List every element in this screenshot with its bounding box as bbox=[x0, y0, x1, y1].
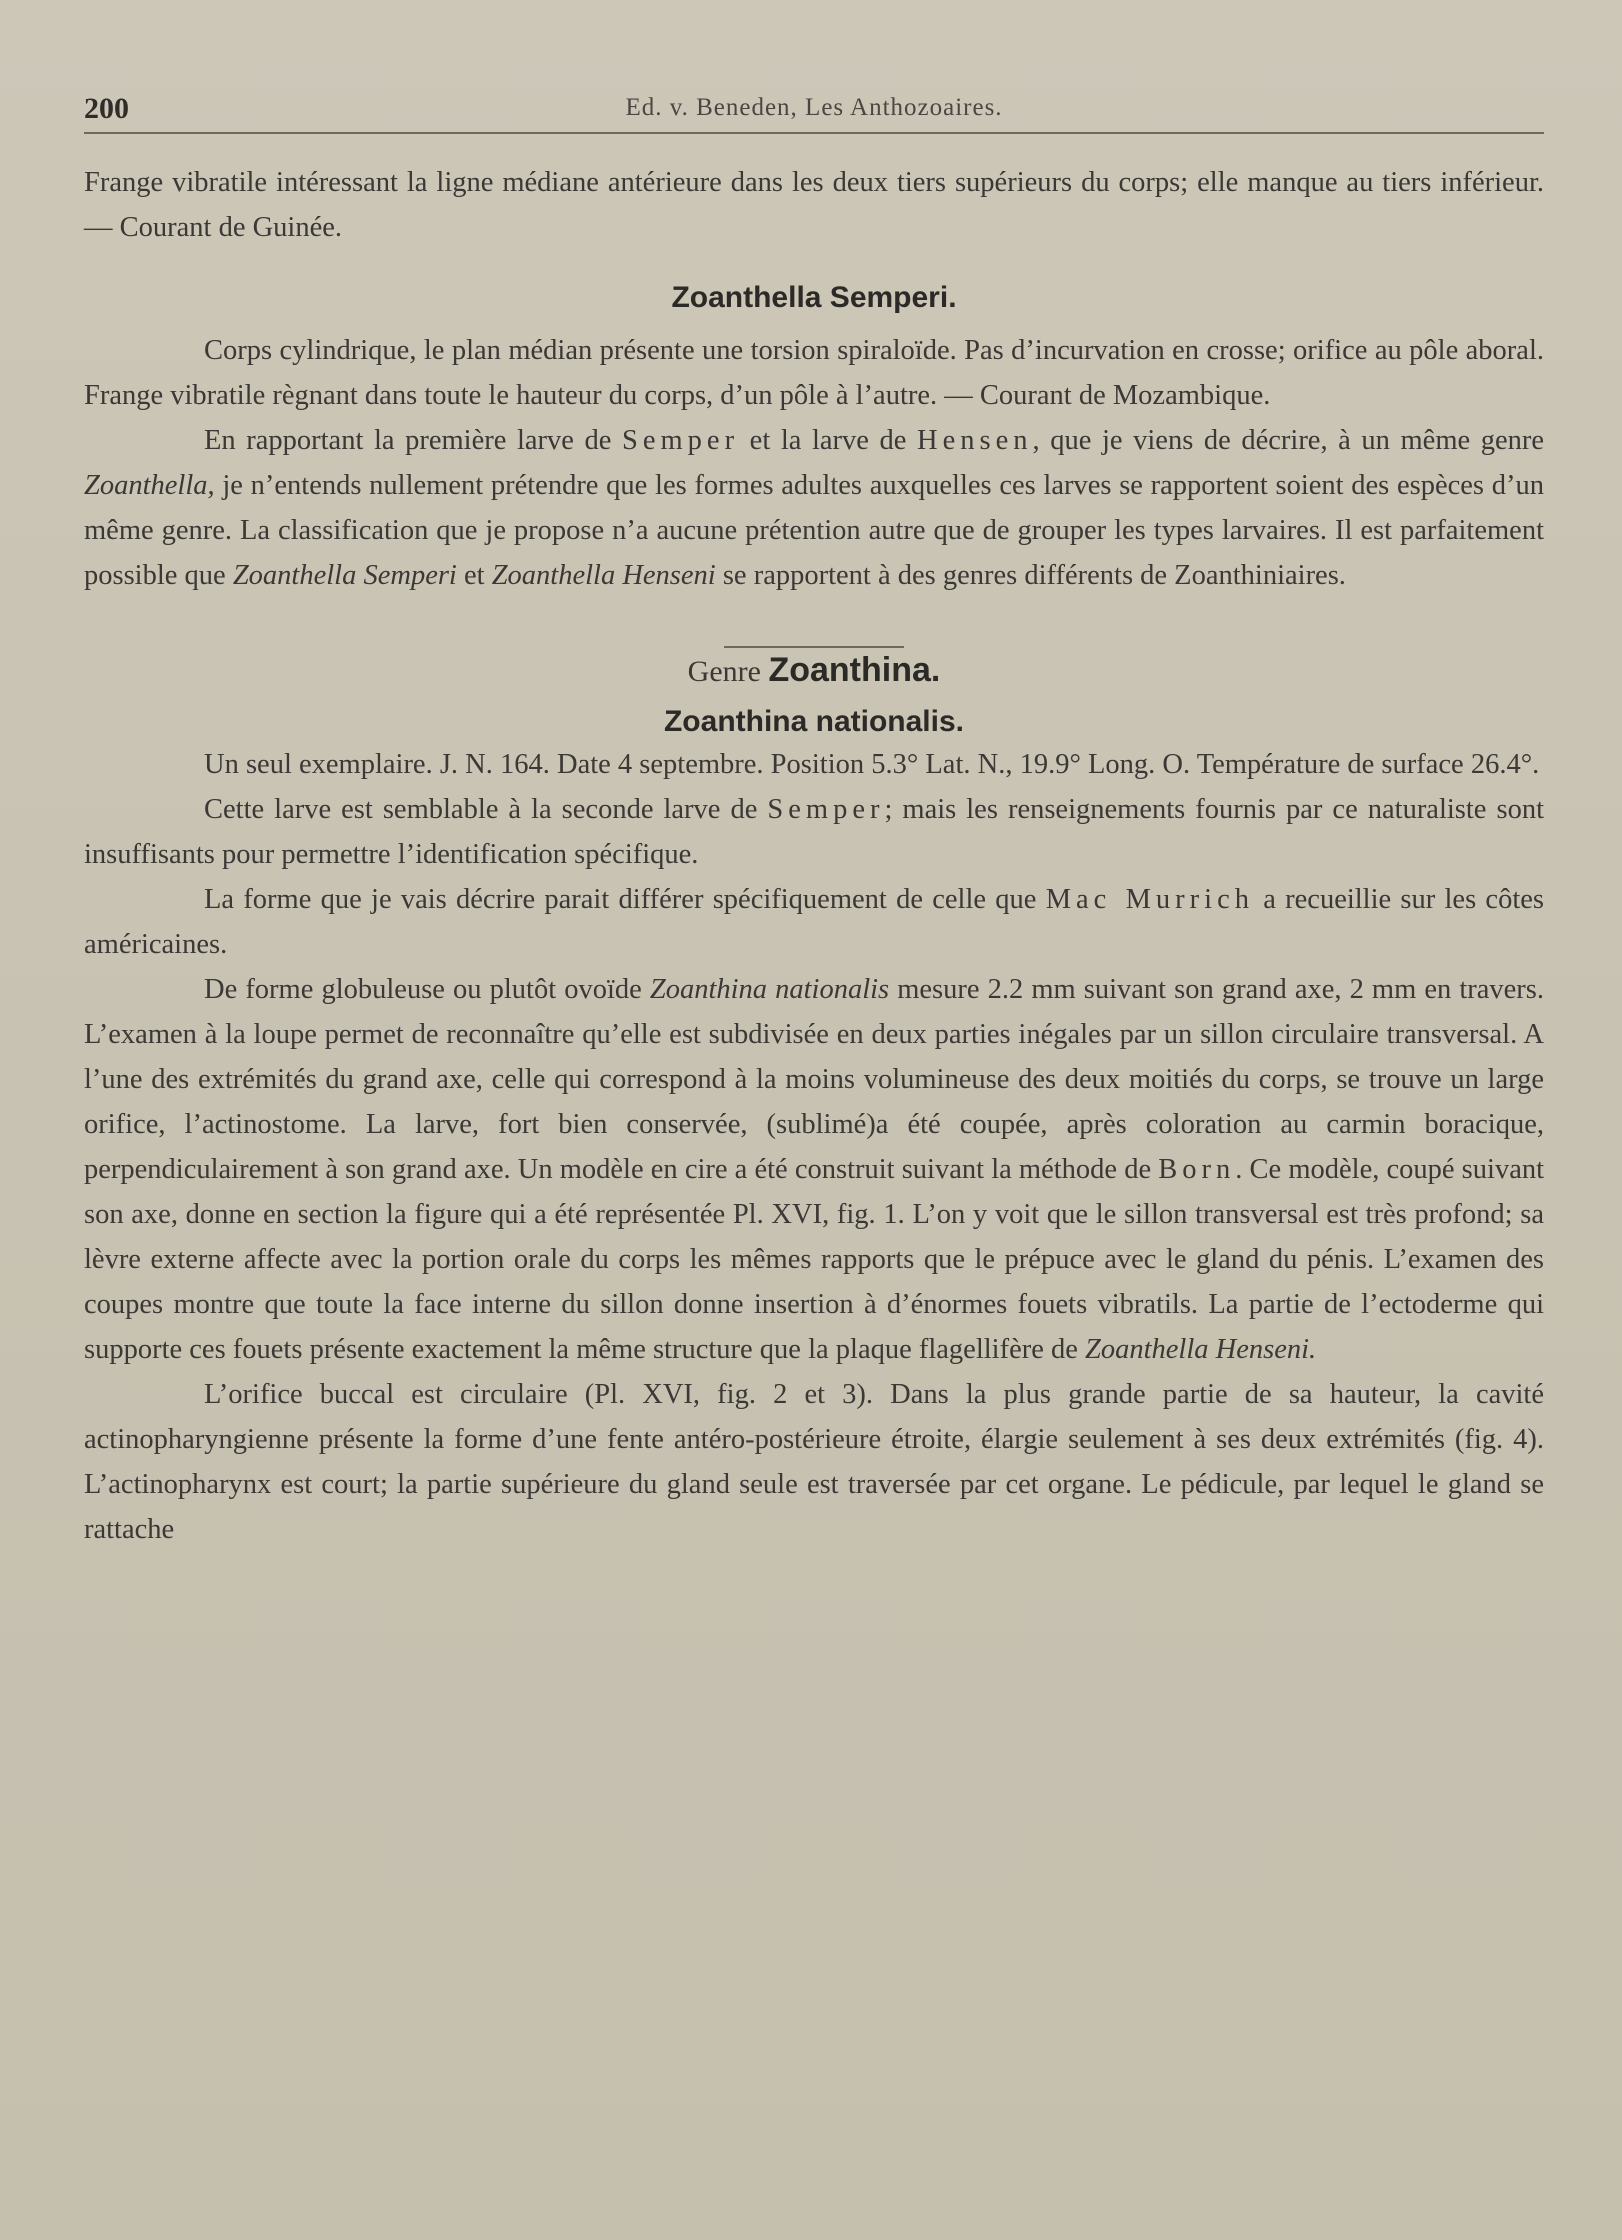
paragraph-semper-comparison: Cette larve est semblable à la seconde larve de Semper; mais les renseignements fournis par ce naturaliste sont insuffisants pour permettre l’identification spécifique. bbox=[84, 794, 1544, 870]
author-name-semper: Semper bbox=[767, 794, 885, 825]
author-name-hensen: Hensen bbox=[917, 425, 1033, 456]
taxon-name: Zoanthella Henseni. bbox=[1085, 1334, 1317, 1365]
genus-label: Genre bbox=[687, 655, 761, 688]
paragraph-specimen-record: Un seul exemplaire. J. N. 164. Date 4 septembre. Position 5.3° Lat. N., 19.9° Long. O. Température de surface 26.4°. bbox=[204, 749, 1540, 780]
species-heading-zoanthella-semperi: Zoanthella Semperi. bbox=[671, 281, 957, 314]
author-name-mac-murrich: Mac Murrich bbox=[1045, 884, 1254, 915]
paragraph-continuation: Frange vibratile intéressant la ligne médiane antérieure dans les deux tiers supérieurs du corps; elle manque au tiers inférieur. — Courant de Guinée. bbox=[84, 167, 1544, 243]
species-heading-zoanthina-nationalis: Zoanthina nationalis. bbox=[663, 705, 964, 738]
page-header bbox=[84, 92, 1544, 134]
paragraph-mac-murrich-comparison: La forme que je vais décrire parait différer spécifiquement de celle que Mac Murrich a recueillie sur les côtes américaines. bbox=[84, 884, 1544, 960]
paragraph-zoanthella-semperi-description: Corps cylindrique, le plan médian présente une torsion spiraloïde. Pas d’incurvation en crosse; orifice au pôle aboral. Frange vibratile règnant dans toute le hauteur du corps, d’un pôle à l’autre. — Courant de Mozambique. bbox=[84, 335, 1544, 411]
author-name-semper: Semper bbox=[622, 425, 740, 456]
page-body bbox=[84, 160, 1544, 1552]
page-number: 200 bbox=[84, 92, 129, 125]
taxon-name: Zoanthella Henseni bbox=[491, 560, 716, 591]
genus-heading bbox=[84, 648, 1544, 694]
author-name-born: Born bbox=[1158, 1154, 1236, 1185]
taxon-name: Zoanthella Semperi bbox=[232, 560, 457, 591]
taxon-name: Zoanthina nationalis bbox=[649, 974, 890, 1005]
genus-name: Zoanthina. bbox=[768, 651, 941, 689]
paragraph-oral-orifice: L’orifice buccal est circulaire (Pl. XVI, fig. 2 et 3). Dans la plus grande partie de sa hauteur, la cavité actinopharyngienne présente la forme d’une fente antéro-postérieure étroite, élargie seulement à ses deux extrémités (fig. 4). L’actinopharynx est court; la partie supérieure du gland seule est traversée par cet organe. Le pédicule, par lequel le gland se rattache bbox=[84, 1379, 1544, 1545]
paragraph-classification-note: En rapportant la première larve de Semper et la larve de Hensen, que je viens de décrire, à un même genre Zoanthella, je n’entends nullement prétendre que les formes adultes auxquelles ces larves se rapportent soient des espèces d’un même genre. La classification que je propose n’a aucune prétention autre que de grouper les types larvaires. Il est parfaitement possible que Zoanthella Semperi et Zoanthella Henseni se rapportent à des genres différents de Zoanthiniaires. bbox=[84, 425, 1545, 591]
taxon-name: Zoanthella, bbox=[84, 470, 215, 501]
paragraph-morphology: De forme globuleuse ou plutôt ovoïde Zoanthina nationalis mesure 2.2 mm suivant son grand axe, 2 mm en travers. L’examen à la loupe permet de reconnaître qu’elle est subdivisée en deux parties inégales par un sillon circulaire transversal. A l’une des extrémités du grand axe, celle qui correspond à la moins volumineuse des deux moitiés du corps, se trouve un large orifice, l’actinostome. La larve, fort bien conservée, (sublimé)a été coupée, après coloration au carmin boracique, perpendiculairement à son grand axe. Un modèle en cire a été construit suivant la méthode de Born. Ce modèle, coupé suivant son axe, donne en section la figure qui a été représentée Pl. XVI, fig. 1. L’on y voit que le sillon transversal est très profond; sa lèvre externe affecte avec la portion orale du corps les mêmes rapports que le prépuce avec le gland du pénis. L’examen des coupes montre que toute la face interne du sillon donne insertion à d’énormes fouets vibratils. La partie de l’ectoderme qui supporte ces fouets présente exactement la même structure que la plaque flagellifère de Zoanthella Henseni. bbox=[84, 974, 1545, 1365]
running-head: Ed. v. Beneden, Les Anthozoaires. bbox=[625, 94, 1003, 121]
